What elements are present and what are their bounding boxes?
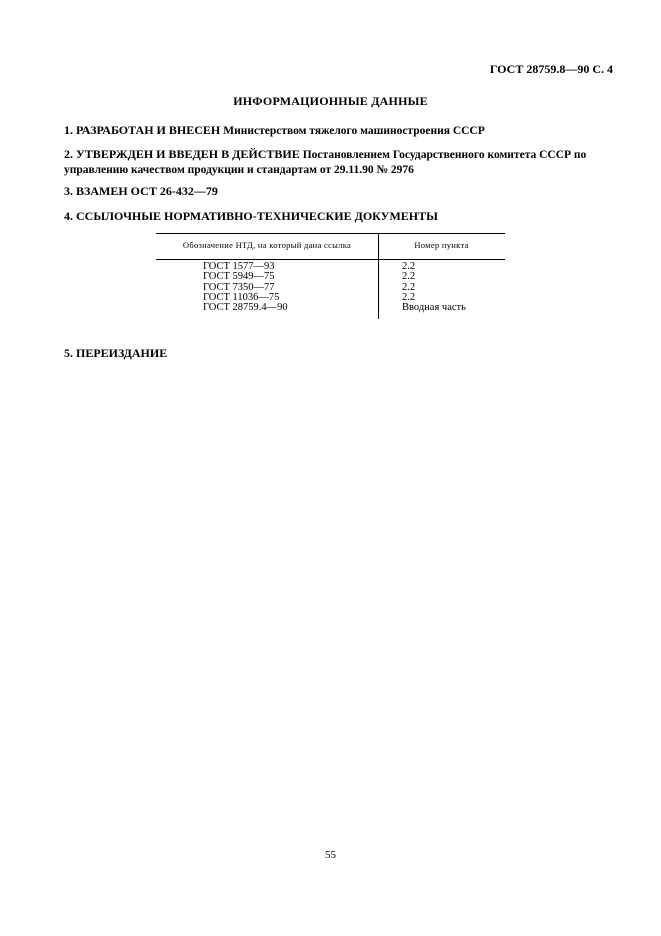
document-cell: ГОСТ 7350—77 — [203, 281, 275, 293]
table-body — [156, 262, 505, 313]
item-lead: ВЗАМЕН ОСТ 26-432—79 — [76, 184, 218, 198]
item-number: 1. — [64, 123, 73, 137]
table-header-rule — [156, 259, 505, 260]
point-cell: 2.2 — [402, 281, 416, 293]
document-cell: ГОСТ 11036—75 — [203, 291, 280, 303]
info-item-1 — [64, 123, 609, 138]
item-text: Министерством тяжелого машиностроения СССР — [223, 125, 485, 137]
table-row — [156, 303, 505, 313]
info-item-4 — [64, 209, 609, 223]
item-number: 3. — [64, 184, 73, 198]
item-lead: ССЫЛОЧНЫЕ НОРМАТИВНО-ТЕХНИЧЕСКИЕ ДОКУМЕНТЫ — [76, 209, 438, 223]
page-number: 55 — [325, 849, 336, 861]
document-code-header: ГОСТ 28759.8—90 С. 4 — [489, 62, 613, 76]
item-number: 4. — [64, 209, 73, 223]
item-lead: УТВЕРЖДЕН И ВВЕДЕН В ДЕЙСТВИЕ — [76, 147, 300, 161]
column-header-point: Номер пункта — [414, 240, 469, 250]
info-item-5 — [64, 346, 609, 360]
column-header-document: Обозначение НТД, на который дана ссылка — [182, 240, 352, 250]
document-cell: ГОСТ 28759.4—90 — [203, 302, 288, 314]
section-title: ИНФОРМАЦИОННЫЕ ДАННЫЕ — [233, 94, 428, 108]
table-top-rule — [156, 233, 505, 234]
item-text: Постановлением Государственного комитета СССР по управлению качеством продукции и стандартам от 29.11.90 № 2976 — [64, 149, 587, 176]
info-item-3 — [64, 184, 609, 198]
point-cell: 2.2 — [402, 271, 416, 283]
item-number: 5. — [64, 346, 73, 360]
info-item-2 — [64, 147, 609, 177]
point-cell: Вводная часть — [402, 302, 466, 314]
document-cell: ГОСТ 5949—75 — [203, 271, 275, 283]
point-cell: 2.2 — [402, 261, 416, 272]
document-cell: ГОСТ 1577—93 — [203, 261, 275, 272]
item-number: 2. — [64, 147, 73, 161]
point-cell: 2.2 — [402, 291, 416, 303]
item-lead: ПЕРЕИЗДАНИЕ — [76, 346, 168, 360]
item-lead: РАЗРАБОТАН И ВНЕСЕН — [76, 123, 221, 137]
